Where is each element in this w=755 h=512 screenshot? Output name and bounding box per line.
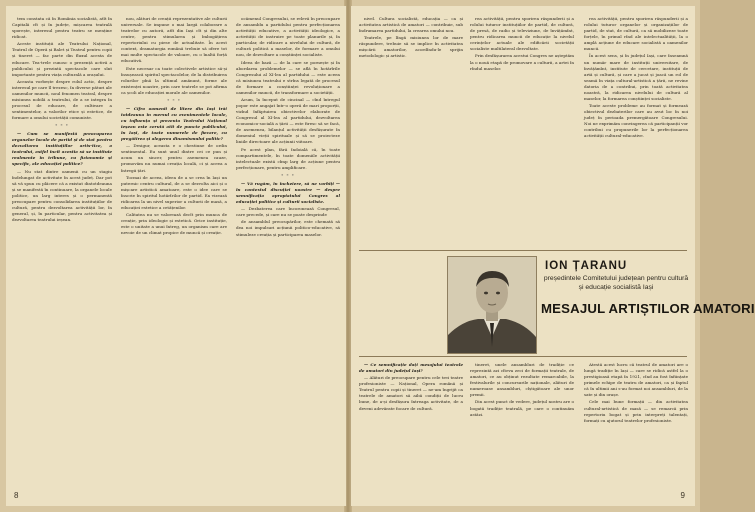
section-separator: * * * [55, 123, 69, 129]
right-page-lower-column-1 [359, 362, 463, 413]
paragraph: Este necesar ca toate colectivele artistice să-și însușească spiritul spectacolelor, de la distribuirea rolurilor pînă la ultimul amănunt, forme ale existenței noastre, prin care teatrele se pot afirma ca școli ale educației morale ale oamenilor. [121, 65, 227, 95]
right-page-lower-column-3 [584, 362, 688, 425]
paragraph: Tocmai de aceea, ideea de a se crea în Iași un puternic centru cultural, de a se dezvolta aici și o mișcare artistică amatoare, este o idee care se înscrie în spiritul hotărîrilor de partid. Ea vizează ridicarea la un nivel superior a culturii de masă, a educației estetice a cetățenilor. [121, 174, 227, 210]
author-role-line: și educație socialistă Iași [578, 283, 654, 291]
left-page-column-2 [121, 16, 227, 238]
section-separator: * * * [281, 172, 295, 178]
paragraph: nou, alături de creații reprezentative ale culturii universale. Se impune o mai largă colaborare a teatrelor cu autorii, atît din Iași cît și din alte centre, pentru stimularea și îmbogățirea repertoriului cu piese de actualitate. În acest context, dramaturgia română trebuie să ofere tot mai multe spectacole de valoare, cu o înaltă forță educativă. [121, 16, 227, 64]
interview-question: — Ce semnificație dați mesajului teatrale de amatori din județul Iași? [359, 362, 463, 374]
page-number: 9 [680, 491, 685, 500]
paragraph: Din acest punct de vedere, județul nostru are o bogată tradiție teatrală, pe care o continuăm astăzi. [470, 399, 574, 417]
paragraph: nivel. Cultura socialistă, educația — ca și activitatea artistică de amatori — contribuie, sub îndrumarea partidului, la crearea omului nou. [359, 16, 463, 34]
paragraph: — Nu stat dintre oamenii cu un stagiu îndelungat de activitate în acest județ. Dar pot să vă spun cu plăcere că a existat dintotdeauna și se manifestă în continuare, la organele locale politice, un larg interes și o permanentă preocupare pentru consolidarea instituțiilor de cultură, pentru dezvoltarea activității lor, în general, și, în particular, pentru activitatea și dezvoltarea teatrului ieșean. [12, 168, 112, 223]
paragraph: tineret, unele ansambluri de tradiție ce reprezintă azi cîteva zeci de formații teatrale, de amatori, ce au obținut rezultate remarcabile, la festivalurile și concursurile naționale, alături de numeroase ansambluri, cîștigătoare ale unor premii. [470, 362, 574, 398]
right-page [350, 6, 755, 506]
paragraph: Aceasta vorbește despre rolul actic, despre interesul pe care îl trezesc, în diverse pături ale oamenilor muncii, noul fenomen teatral, despre misiunea nobilă a teatrului, de a se integra în procesul de educare, de cultivare a sentimentelor, a valorilor etice și estetice, de formare a omului societății comuniste. [12, 78, 112, 121]
divider [359, 356, 687, 357]
paragraph: Toate aceste probleme au format și formează obiectivul dezbaterilor care au avut loc în noi județ în perioada premergătoare Congresului. Noi ne exprimăm convingerea că participanții vor contribui cu propunerile lor la perfecționarea activității cultural-educative. [584, 103, 688, 139]
paragraph: ocămenul Congresului, se relevă în preocupare de ansamblu a partidului pentru perfecționarea activității educative, a activității ideologice, a activității de instruire pe toate planurile și, în particular, de ridicare a nivelului de cultură, de cultură politică a maselor, de formare a omului nou, de dezvoltare a conștiinței socialiste. [236, 16, 340, 58]
paragraph: Acum, la început de cincinal — cînd întregul popor este angajat într-o operă de mari proporții, vizînd înfăptuirea obiectivelor elaborate de Congresul al XI-lea al partidului, dezvoltarea economico-socială a țării — este firesc să se facă, de asemenea, bilanțul activității desfășurate în domeniul vieții spirituale și să se proiecteze liniile directoare ale acțiunii viitoare. [236, 96, 340, 145]
page-number: 8 [14, 491, 19, 500]
right-page-lower-column-2 [470, 362, 574, 419]
author-name: ION ȚARANU [545, 260, 628, 272]
right-page-column-1 [359, 16, 463, 244]
section-separator: * * * [167, 97, 181, 103]
right-page-column-3 [584, 16, 688, 141]
article-heading [541, 260, 755, 316]
portrait-image [448, 257, 536, 353]
author-role-line: președintele Comitetului județean pentru cultură [543, 275, 689, 282]
paragraph: Aceste instituții ale Teatrului Național, Teatrul de Operă și Balet și Teatrul pentru copii și tineret — fac parte din fluxul acesta de educare. Tea-trele cunosc o prezență activă a publicului și prezintă spectacole care sînt importante pentru viața culturală a orașului. [12, 41, 112, 77]
paragraph: de ansamblul preocupărilor, este chemată să dea noi impulsuri acțiunii politico-educative, să stimuleze creația și participarea maselor. [236, 219, 340, 237]
right-page-column-2 [470, 16, 574, 244]
article-title: MESAJUL ARTIȘTILOR AMATORI [541, 301, 755, 316]
portrait-photo [447, 256, 537, 354]
paragraph: Teatrele, pe lîngă misiunea lor de mare răspundere, trebuie să se implice în activitatea mișcării amatorilor, acordîndu-le sprijin metodologic și artistic. [359, 35, 463, 59]
left-page-column-3 [236, 16, 340, 239]
paragraph: Cele mai bune formații — din activitatea cultural-artistică de masă — se remarcă prin repertoriu bogat și prin interpreți talentați, formați cu ajutorul teatrelor profesioniste. [584, 399, 688, 423]
paragraph: Atestă acest lucru că teatrul de amatori are o lungă tradiție în Iași — care se ridică astfel la o prestigioasă etapă în 1921, cînd au fost înființate primele echipe de teatru de amatori, ca și faptul că în ultimii ani s-au format noi ansambluri, de la sate și din orașe. [584, 362, 688, 398]
paragraph: Ideea de bază — de la care se pornește și în abordarea problemelor — se află în hotărîrile Congresului al XI-lea al partidului — este aceea că misiunea teatrului e strîns legată de procesul de formare a conștiinței revoluționare a oamenilor muncii, de transformare a societății. [236, 59, 340, 95]
paragraph: În acest sens, și în județul Iași, care înseamnă un număr mare de instituții universitare, de învățămînt, institute de cercetare, instituții de artă și cultură, și care a jucat și joacă un rol de seamă în viața cultural-artistică a țării, ne revine datoria de a contribui, prin toată activitatea noastră, la ridicarea nivelului de cultură al maselor, la formarea conștiinței socialiste. [584, 53, 688, 101]
paragraph: rea activității, pentru sporirea răspunderii și a rolului tuturor organelor și organizațiilor de partid, de stat, de cultură, ca să mobilizeze toate forțele, în primul rînd ale intelectualității, la o amplă acțiune de educare socialistă a oamenilor muncii. [584, 16, 688, 52]
paragraph: Prin desfășurarea acestui Congres ne așteptăm la o nouă etapă de promovare a culturii, a artei în rîndul maselor. [470, 53, 574, 71]
divider [359, 250, 687, 251]
interview-question: — Vă rugăm, în încheiere, să ne vorbiți — în contextul discuției noastre — despre semnificația apropiatului Congres al educației politice și culturii socialiste. [236, 180, 340, 204]
paragraph: — Desigur, aceasta e o chestiune de ordin sentimental. Eu sunt unul dintre cei ce pun și acum un sincer, pentru asemenea cauze, promovăm nu numai creația locală, ci și aceea a întregii țări. [121, 143, 227, 173]
left-page-column-1 [12, 16, 112, 224]
paragraph: — Dezbaterea care încoronează Congresul, care precede, și care nu se poate desprinde [236, 206, 340, 218]
interview-question: — Cifra oamenii de litere din Iași trăi totdeauna în mersul cu evenimentele locale, cu influența și prezenta Teatrului Național ieșean este cerută atît de puncte publicului, în Iași, de toate numerele de fiecare, cu pregătirea și alegerea dinamismului politic? [121, 105, 227, 142]
paragraph: Pe acest plan, fără îndoială că, în toate compartimentele, în toate domeniile activității intelectuale există cîmp larg de acțiune pentru perfecționare, pentru amplificare. [236, 146, 340, 170]
paragraph: — Alături de preocupare pentru cele trei teatre profesioniste — Național, Opera română și Teatrul pentru copii și tineret — ne-am îngrijit ca teatrele de amatori să aibă condiții de lucru bune, de a-și desfășura întreaga activitate, de a deveni adevărate focare de cultură. [359, 375, 463, 411]
author-role [541, 275, 691, 292]
paragraph: tem constata că în România socialistă, atît în Capitală cît și în județe, mișcarea teatrală sporește, interesul pentru teatru se menține ridicat. [12, 16, 112, 40]
left-page [6, 6, 347, 506]
interview-question: — Cum se manifestă preocuparea organelor locale de partid și de stat pentru dezvoltarea instituțiilor artis-tice, a teatrului, astfel încît acestia să se instituie realmente în tribune, cu fizionomie și specific, ale educației politice? [12, 131, 112, 167]
paragraph: rea activității, pentru sporirea răspunderii și a rolului tuturor instituțiilor de partid, de cultură, de presă, de radio și televiziune, de învățămînt, pentru ridicarea muncii de educație la nivelul cerințelor actuale ale edificării societății socialiste multilateral dezvoltate. [470, 16, 574, 52]
paragraph: Calitatea nu se valorează decît prin munca de creație, prin ideologie și estetică. Orice instituție, este o unitate a unui întreg, un organism care are nevoie de un climat propice de muncă și creație. [121, 212, 227, 236]
